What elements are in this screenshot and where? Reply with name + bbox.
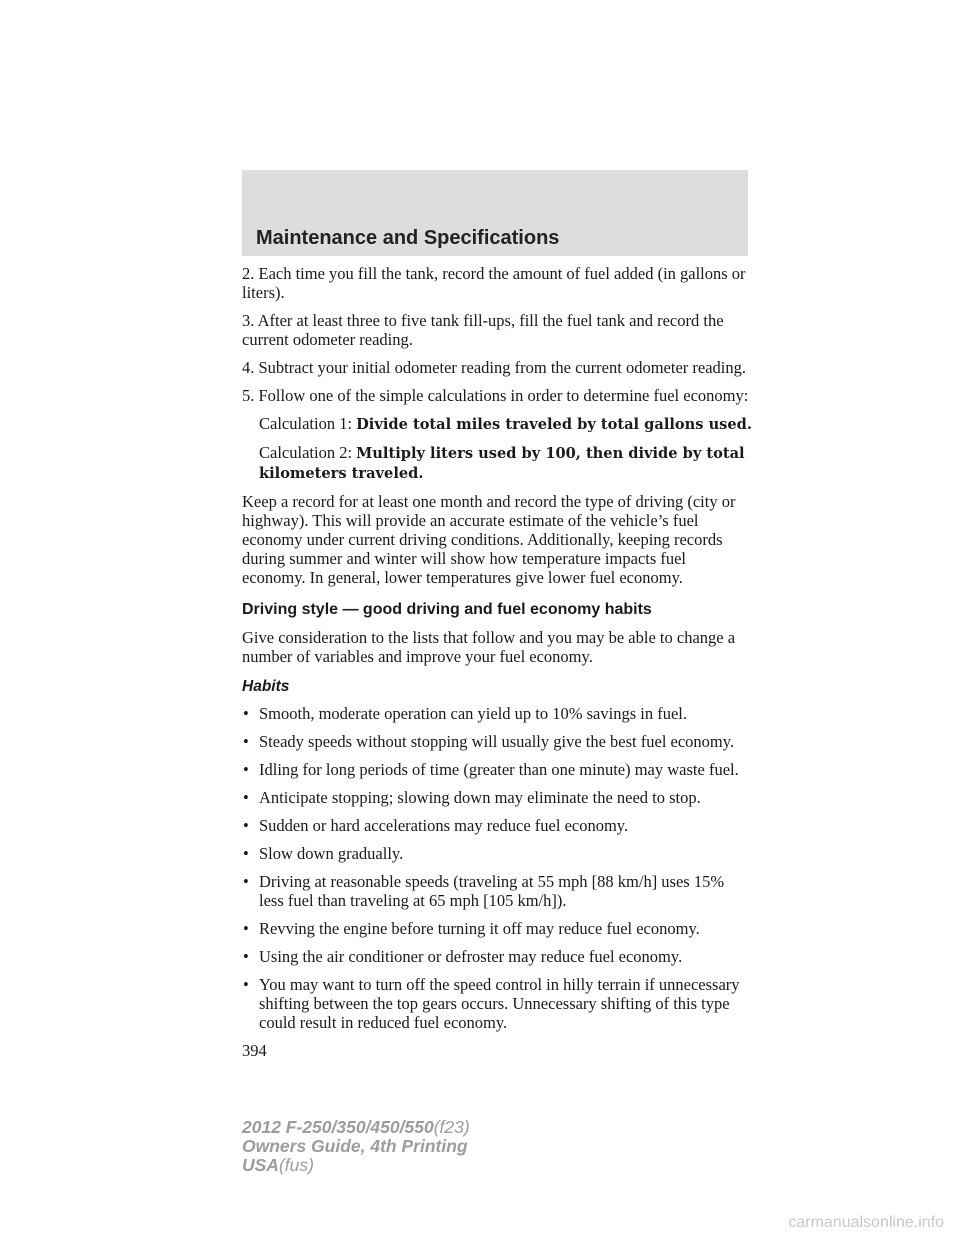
habit-text: Driving at reasonable speeds (traveling at 55 mph [88 km/h] uses 15% less fuel than traveling at 65 mph [105 km/h]). <box>259 872 725 910</box>
calculation-2-text: Multiply liters used by 100, then divide by total kilometers traveled. <box>259 445 745 482</box>
list-item <box>242 919 752 938</box>
list-item <box>242 788 752 807</box>
habit-text: Slow down gradually. <box>259 844 404 863</box>
bullet-icon: • <box>243 975 249 994</box>
page-content <box>242 264 752 1060</box>
footer-market-code: (fus) <box>278 1155 314 1175</box>
document-footer <box>242 1118 470 1175</box>
list-item <box>242 816 752 835</box>
calculation-1 <box>259 414 752 434</box>
footer-line-model <box>242 1118 470 1137</box>
footer-model-code: (f23) <box>433 1117 470 1137</box>
bullet-icon: • <box>243 872 249 891</box>
habit-text: You may want to turn off the speed control in hilly terrain if unnecessary shifting between the top gears occurs. Unnecessary shifting of this type could result in reduced fuel economy. <box>259 975 740 1032</box>
habits-list <box>242 704 752 1032</box>
step-3: 3. After at least three to five tank fill-ups, fill the fuel tank and record the current odometer reading. <box>242 311 724 349</box>
bullet-icon: • <box>243 788 249 807</box>
footer-line-market <box>242 1156 470 1175</box>
calculation-2 <box>259 443 752 483</box>
list-item <box>242 975 752 1032</box>
bullet-icon: • <box>243 919 249 938</box>
habit-text: Steady speeds without stopping will usually give the best fuel economy. <box>259 732 735 751</box>
driving-style-intro: Give consideration to the lists that follow and you may be able to change a number of variables and improve your fuel economy. <box>242 628 736 666</box>
habit-text: Revving the engine before turning it off may reduce fuel economy. <box>259 919 700 938</box>
calculation-1-label: Calculation 1: <box>259 414 353 433</box>
list-item <box>242 704 752 723</box>
bullet-icon: • <box>243 947 249 966</box>
watermark: carmanualsonline.info <box>788 1214 944 1231</box>
list-item <box>242 872 752 910</box>
habit-text: Smooth, moderate operation can yield up to 10% savings in fuel. <box>259 704 687 723</box>
habits-heading: Habits <box>242 678 290 695</box>
section-title: Maintenance and Specifications <box>256 227 560 249</box>
record-paragraph: Keep a record for at least one month and record the type of driving (city or highway). This will provide an accurate estimate of the vehicle’s fuel economy under current driving conditions. Additionally, keeping records during summer and winter will show how temperature impacts fuel economy. In general, lower temperatures give lower fuel economy. <box>242 492 736 587</box>
bullet-icon: • <box>243 704 249 723</box>
footer-guide: Owners Guide, 4th Printing <box>242 1136 468 1156</box>
driving-style-heading: Driving style — good driving and fuel economy habits <box>242 601 652 618</box>
page-number: 394 <box>242 1041 267 1060</box>
footer-model: 2012 F-250/350/450/550 <box>242 1117 434 1137</box>
section-header-band <box>242 170 748 256</box>
list-item <box>242 760 752 779</box>
step-5: 5. Follow one of the simple calculations in order to determine fuel economy: <box>242 386 749 405</box>
list-item <box>242 732 752 751</box>
step-2: 2. Each time you fill the tank, record the amount of fuel added (in gallons or liters). <box>242 264 746 302</box>
habit-text: Idling for long periods of time (greater than one minute) may waste fuel. <box>259 760 739 779</box>
bullet-icon: • <box>243 732 249 751</box>
bullet-icon: • <box>243 844 249 863</box>
habit-text: Sudden or hard accelerations may reduce fuel economy. <box>259 816 629 835</box>
calculation-2-label: Calculation 2: <box>259 443 353 462</box>
calculation-1-text: Divide total miles traveled by total gallons used. <box>356 416 752 433</box>
step-4: 4. Subtract your initial odometer reading from the current odometer reading. <box>242 358 746 377</box>
habit-text: Using the air conditioner or defroster may reduce fuel economy. <box>259 947 683 966</box>
list-item <box>242 844 752 863</box>
footer-market: USA <box>242 1155 279 1175</box>
bullet-icon: • <box>243 760 249 779</box>
habit-text: Anticipate stopping; slowing down may eliminate the need to stop. <box>259 788 701 807</box>
bullet-icon: • <box>243 816 249 835</box>
list-item <box>242 947 752 966</box>
